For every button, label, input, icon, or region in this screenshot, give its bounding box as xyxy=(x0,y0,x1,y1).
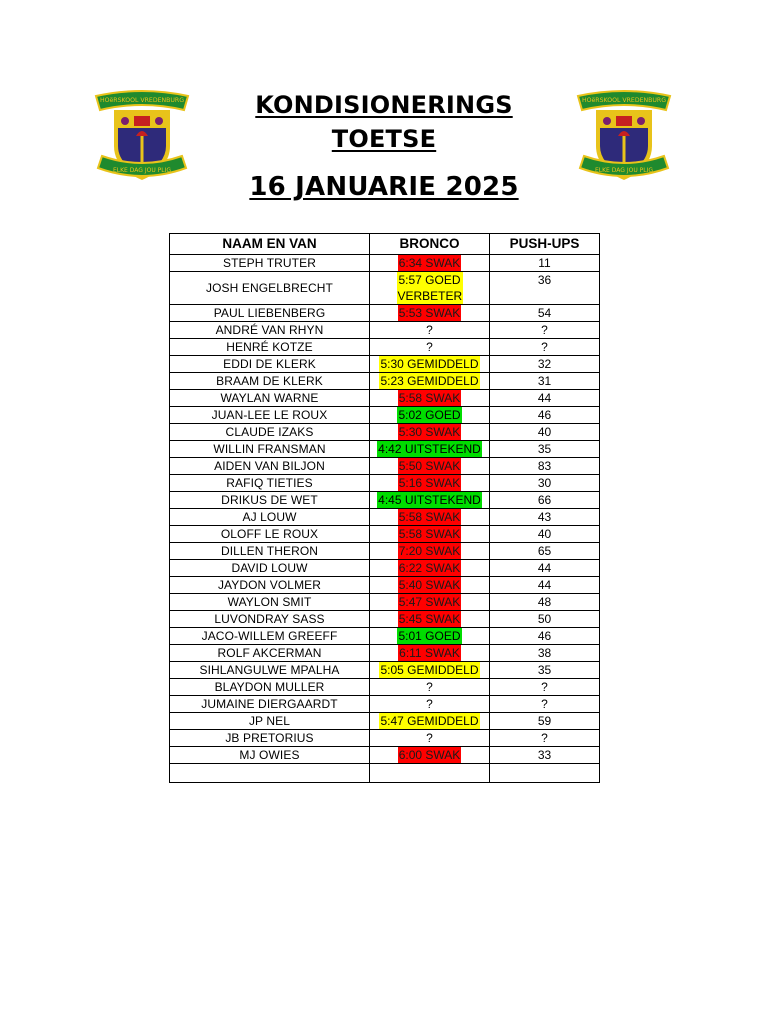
cell-pushups: 38 xyxy=(490,645,600,662)
cell-name: PAUL LIEBENBERG xyxy=(170,305,370,322)
cell-pushups: 48 xyxy=(490,594,600,611)
cell-bronco xyxy=(370,594,490,611)
bronco-status-badge: 5:05 GEMIDDELD xyxy=(380,663,479,677)
cell-bronco xyxy=(370,662,490,679)
bronco-status-badge: 5:16 SWAK xyxy=(398,476,461,490)
cell-name: JOSH ENGELBRECHT xyxy=(170,272,370,305)
table-body xyxy=(170,255,600,783)
cell-bronco xyxy=(370,747,490,764)
cell-name: ROLF AKCERMAN xyxy=(170,645,370,662)
table-row xyxy=(170,662,600,679)
cell-pushups: 35 xyxy=(490,662,600,679)
bronco-status-badge: 5:50 SWAK xyxy=(398,459,461,473)
cell-pushups: ? xyxy=(490,322,600,339)
cell-bronco xyxy=(370,255,490,272)
cell-name: JUAN-LEE LE ROUX xyxy=(170,407,370,424)
cell-bronco xyxy=(370,305,490,322)
table-header-row xyxy=(170,234,600,255)
cell-bronco xyxy=(370,322,490,339)
cell-pushups: ? xyxy=(490,339,600,356)
table-row xyxy=(170,747,600,764)
cell-pushups: 50 xyxy=(490,611,600,628)
cell-pushups: 46 xyxy=(490,628,600,645)
cell-pushups: 44 xyxy=(490,577,600,594)
cell-bronco xyxy=(370,526,490,543)
bronco-status-badge: 5:30 SWAK xyxy=(398,425,461,439)
bronco-status-badge: ? xyxy=(426,731,433,745)
bronco-status-badge: ? xyxy=(426,340,433,354)
cell-bronco xyxy=(370,509,490,526)
cell-name: WAYLAN WARNE xyxy=(170,390,370,407)
cell-bronco xyxy=(370,713,490,730)
table-row xyxy=(170,696,600,713)
cell-name: DRIKUS DE WET xyxy=(170,492,370,509)
bronco-status-badge: 5:45 SWAK xyxy=(398,612,461,626)
bronco-status-badge: 5:30 GEMIDDELD xyxy=(380,357,479,371)
bronco-status-badge: 5:01 GOED xyxy=(398,629,461,643)
cell-name: DAVID LOUW xyxy=(170,560,370,577)
bronco-status-badge: 5:58 SWAK xyxy=(398,510,461,524)
table-row xyxy=(170,560,600,577)
cell-bronco xyxy=(370,424,490,441)
cell-bronco xyxy=(370,339,490,356)
cell-bronco xyxy=(370,645,490,662)
cell-pushups: 40 xyxy=(490,424,600,441)
cell-pushups: 40 xyxy=(490,526,600,543)
svg-text:HOëRSKOOL VREDENBURG: HOëRSKOOL VREDENBURG xyxy=(581,97,667,104)
cell-bronco xyxy=(370,543,490,560)
cell-name: JACO-WILLEM GREEFF xyxy=(170,628,370,645)
cell-bronco xyxy=(370,696,490,713)
cell-pushups: 44 xyxy=(490,390,600,407)
bronco-status-badge: 5:57 GOED VERBETER xyxy=(397,273,463,303)
cell-name: DILLEN THERON xyxy=(170,543,370,560)
bronco-status-badge: 4:42 UITSTEKEND xyxy=(378,442,481,456)
cell-name: WAYLON SMIT xyxy=(170,594,370,611)
cell-name: JP NEL xyxy=(170,713,370,730)
cell-bronco xyxy=(370,611,490,628)
bronco-status-badge: 5:23 GEMIDDELD xyxy=(380,374,479,388)
cell-name: JB PRETORIUS xyxy=(170,730,370,747)
table-row xyxy=(170,764,600,783)
cell-pushups: 54 xyxy=(490,305,600,322)
bronco-status-badge: 5:53 SWAK xyxy=(398,306,461,320)
bronco-status-badge: ? xyxy=(426,680,433,694)
bronco-status-badge: 6:34 SWAK xyxy=(398,256,461,270)
cell-bronco xyxy=(370,628,490,645)
cell-pushups: 83 xyxy=(490,458,600,475)
cell-bronco xyxy=(370,679,490,696)
table-row xyxy=(170,679,600,696)
cell-name: BLAYDON MULLER xyxy=(170,679,370,696)
svg-text:ELKE DAG JOU PLIG: ELKE DAG JOU PLIG xyxy=(594,167,654,174)
document-title xyxy=(0,88,768,204)
bronco-status-badge: 6:22 SWAK xyxy=(398,561,461,575)
table-row xyxy=(170,322,600,339)
table-row xyxy=(170,441,600,458)
cell-bronco xyxy=(370,560,490,577)
bronco-status-badge: 5:02 GOED xyxy=(398,408,461,422)
cell-pushups: 59 xyxy=(490,713,600,730)
table-row xyxy=(170,407,600,424)
table-row xyxy=(170,577,600,594)
cell-bronco xyxy=(370,390,490,407)
table-row xyxy=(170,509,600,526)
cell-pushups: 32 xyxy=(490,356,600,373)
title-date: 16 JANUARIE 2025 xyxy=(249,172,519,202)
cell-bronco xyxy=(370,577,490,594)
cell-pushups: 66 xyxy=(490,492,600,509)
cell-bronco xyxy=(370,356,490,373)
bronco-status-badge: 7:20 SWAK xyxy=(398,544,461,558)
cell-pushups xyxy=(490,764,600,783)
bronco-status-badge: 5:40 SWAK xyxy=(398,578,461,592)
table-row xyxy=(170,339,600,356)
table-row xyxy=(170,594,600,611)
cell-pushups: 31 xyxy=(490,373,600,390)
bronco-status-badge: ? xyxy=(426,323,433,337)
bronco-status-badge: 4:45 UITSTEKEND xyxy=(378,493,481,507)
title-line-2: TOETSE xyxy=(331,125,437,153)
cell-bronco xyxy=(370,407,490,424)
cell-name: AJ LOUW xyxy=(170,509,370,526)
cell-name: EDDI DE KLERK xyxy=(170,356,370,373)
cell-pushups: 65 xyxy=(490,543,600,560)
cell-name: BRAAM DE KLERK xyxy=(170,373,370,390)
cell-name: WILLIN FRANSMAN xyxy=(170,441,370,458)
table-row xyxy=(170,390,600,407)
cell-name: AIDEN VAN BILJON xyxy=(170,458,370,475)
cell-bronco xyxy=(370,492,490,509)
table-row xyxy=(170,730,600,747)
cell-pushups: 30 xyxy=(490,475,600,492)
results-table xyxy=(169,233,600,783)
table-row xyxy=(170,272,600,305)
cell-bronco xyxy=(370,764,490,783)
table-row xyxy=(170,424,600,441)
bronco-status-badge: ? xyxy=(426,697,433,711)
cell-name: SIHLANGULWE MPALHA xyxy=(170,662,370,679)
cell-bronco xyxy=(370,475,490,492)
cell-name: JAYDON VOLMER xyxy=(170,577,370,594)
table-row xyxy=(170,373,600,390)
table-row xyxy=(170,628,600,645)
cell-pushups: ? xyxy=(490,696,600,713)
bronco-status-badge: 6:00 SWAK xyxy=(398,748,461,762)
cell-pushups: 33 xyxy=(490,747,600,764)
cell-pushups: 43 xyxy=(490,509,600,526)
cell-pushups: 46 xyxy=(490,407,600,424)
bronco-status-badge: 6:11 SWAK xyxy=(399,646,460,660)
cell-name: LUVONDRAY SASS xyxy=(170,611,370,628)
table-row xyxy=(170,492,600,509)
cell-name: OLOFF LE ROUX xyxy=(170,526,370,543)
svg-text:ELKE DAG JOU PLIG: ELKE DAG JOU PLIG xyxy=(112,167,172,174)
table-row xyxy=(170,526,600,543)
cell-name: STEPH TRUTER xyxy=(170,255,370,272)
title-line-1: KONDISIONERINGS xyxy=(255,91,513,119)
cell-bronco xyxy=(370,441,490,458)
table-row xyxy=(170,713,600,730)
cell-pushups: ? xyxy=(490,679,600,696)
svg-text:HOëRSKOOL VREDENBURG: HOëRSKOOL VREDENBURG xyxy=(99,97,185,104)
bronco-status-badge: 5:58 SWAK xyxy=(398,527,461,541)
cell-name: RAFIQ TIETIES xyxy=(170,475,370,492)
header-name: NAAM EN VAN xyxy=(170,234,370,255)
cell-name: MJ OWIES xyxy=(170,747,370,764)
cell-pushups: 35 xyxy=(490,441,600,458)
cell-name: JUMAINE DIERGAARDT xyxy=(170,696,370,713)
cell-pushups: ? xyxy=(490,730,600,747)
table-row xyxy=(170,305,600,322)
bronco-status-badge: 5:47 SWAK xyxy=(398,595,461,609)
header-bronco: BRONCO xyxy=(370,234,490,255)
table-row xyxy=(170,255,600,272)
cell-pushups: 36 xyxy=(490,272,600,305)
cell-name: CLAUDE IZAKS xyxy=(170,424,370,441)
table-row xyxy=(170,458,600,475)
cell-bronco xyxy=(370,373,490,390)
cell-name xyxy=(170,764,370,783)
table-row xyxy=(170,475,600,492)
cell-bronco xyxy=(370,272,490,305)
cell-name: HENRÉ KOTZE xyxy=(170,339,370,356)
header-pushups: PUSH-UPS xyxy=(490,234,600,255)
bronco-status-badge: 5:47 GEMIDDELD xyxy=(380,714,479,728)
table-row xyxy=(170,645,600,662)
table-row xyxy=(170,611,600,628)
cell-pushups: 44 xyxy=(490,560,600,577)
table-row xyxy=(170,356,600,373)
cell-pushups: 11 xyxy=(490,255,600,272)
cell-bronco xyxy=(370,730,490,747)
table-row xyxy=(170,543,600,560)
bronco-status-badge: 5:58 SWAK xyxy=(398,391,461,405)
cell-bronco xyxy=(370,458,490,475)
cell-name: ANDRÉ VAN RHYN xyxy=(170,322,370,339)
